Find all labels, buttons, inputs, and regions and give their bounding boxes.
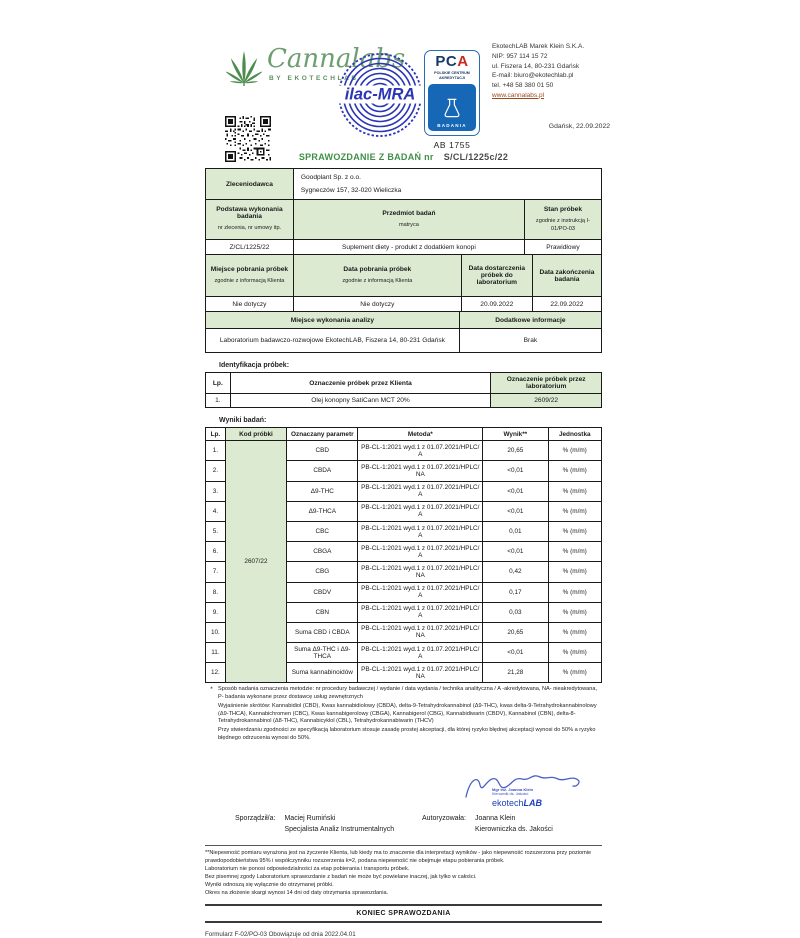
table-row xyxy=(206,328,601,352)
cell-unit: % (m/m) xyxy=(548,562,602,582)
end-date-header: Data zakończenia badania xyxy=(532,255,601,296)
form-reference: Formularz F-02/PO-03 Obowiązuje od dnia 2022.04.01 xyxy=(205,931,356,938)
footnote-method: Sposób nadania oznaczenia metodzie: nr procedury badawczej / wydanie / data wydania / technika analityczna / A -akredytowana, NA- nieakredytowana, P- badania wykonane przez dostawcę usług zewnętrznych xyxy=(218,686,598,701)
cell-param: CBDV xyxy=(287,582,358,602)
results-table xyxy=(205,427,602,683)
stamp-name-line: Mgr inż. Joanna Klein xyxy=(492,787,534,793)
cell-result: 20,65 xyxy=(483,622,548,642)
disclaimer-line: Okres na złożenie skargi wynosi 14 dni od daty otrzymania sprawozdania. xyxy=(205,890,389,897)
results-header-result: Wynik** xyxy=(483,428,548,441)
results-section-title: Wyniki badań: xyxy=(219,417,267,424)
subject-header: Przedmiot badań matryca xyxy=(293,200,524,239)
cell-unit: % (m/m) xyxy=(548,441,602,461)
prepared-name: Maciej Rumiński xyxy=(284,815,336,823)
report-body xyxy=(205,152,602,938)
table-row xyxy=(206,199,601,239)
stamp-lab-logo: ekotechLAB xyxy=(492,798,543,809)
sampling-place-value: Nie dotyczy xyxy=(232,300,267,308)
cell-lp: 11. xyxy=(206,643,226,663)
id-row-lab: 2609/22 xyxy=(490,394,601,407)
basis-header: Podstawa wykonania badania nr zlecenia, nr umowy itp. xyxy=(206,200,293,239)
cell-result: <0,01 xyxy=(483,643,548,663)
client-label: Zleceniodawca xyxy=(206,169,293,199)
contact-line: NIP: 957 114 15 72 xyxy=(492,52,548,60)
sampling-date-value: Nie dotyczy xyxy=(293,297,461,311)
cell-method: PB-CL-1:2021 wyd.1 z 01.07.2021/HPLC/ NA xyxy=(358,461,483,481)
client-name: Goodplant Sp. z o.o. xyxy=(300,174,362,181)
footnote-acceptance: Przy stwierdzaniu zgodności ze specyfikacją laboratorium stosuje zasadę prostej akceptacji, dla której ryzyko błędnej akceptacji wynosi do 50% a ryzyko błędnego odrzucenia wynosi do 50%. xyxy=(218,727,596,741)
delivery-date-header: Data dostarczenia próbek do laboratorium xyxy=(461,255,532,296)
cell-lp: 5. xyxy=(206,521,226,541)
extra-info-value: Brak xyxy=(459,329,601,352)
cell-unit: % (m/m) xyxy=(548,481,602,501)
cell-method: PB-CL-1:2021 wyd.1 z 01.07.2021/HPLC/ A xyxy=(358,602,483,622)
brand-tagline: BY EKOTECHLAB xyxy=(269,75,359,83)
cell-result: <0,01 xyxy=(483,481,548,501)
analysis-place-value: Laboratorium badawczo-rozwojowe EkotechLAB, Fiszera 14, 80-231 Gdańsk xyxy=(219,337,445,344)
table-row xyxy=(206,296,601,311)
delivery-date-value: 20.09.2022 xyxy=(461,297,532,311)
end-date-value: 22.09.2022 xyxy=(532,297,601,311)
cell-unit: % (m/m) xyxy=(548,602,602,622)
order-info-table xyxy=(205,168,602,353)
cell-unit: % (m/m) xyxy=(548,643,602,663)
id-row-client: Olej konopny SatiCann MCT 20% xyxy=(230,394,491,407)
cell-unit: % (m/m) xyxy=(548,663,602,683)
pca-badge xyxy=(428,84,476,131)
cell-unit: % (m/m) xyxy=(548,622,602,642)
pca-badge-label: BADANIA xyxy=(437,122,467,128)
cell-param: CBG xyxy=(287,562,358,582)
hemp-leaf-icon xyxy=(226,48,262,88)
cell-method: PB-CL-1:2021 wyd.1 z 01.07.2021/HPLC/ NA xyxy=(358,562,483,582)
extra-info-header: Dodatkowe informacje xyxy=(459,312,601,328)
sampling-date-header: Data pobrania próbek zgodnie z informacją Klienta xyxy=(293,255,461,296)
cell-lp: 12. xyxy=(206,663,226,683)
sample-code: 2607/22 xyxy=(225,441,286,683)
accreditation-number: AB 1755 xyxy=(433,139,471,150)
prepared-by-block xyxy=(235,815,394,833)
cell-param: Suma CBD i CBDA xyxy=(287,622,358,642)
cell-result: 0,03 xyxy=(483,602,548,622)
id-row-lp: 1. xyxy=(215,397,221,404)
cell-unit: % (m/m) xyxy=(548,542,602,562)
results-header-param: Oznaczany parametr xyxy=(287,428,358,441)
cell-lp: 4. xyxy=(206,501,226,521)
pca-letter-a: A xyxy=(457,53,469,70)
contact-line: ul. Fiszera 14, 80-231 Gdańsk xyxy=(492,62,580,70)
website-link[interactable]: www.cannalabs.pl xyxy=(492,91,545,99)
disclaimer-line: **Niepewność pomiaru wyrażona jest na życzenie Klienta, lub kiedy ma to znaczenie dla interpretacji wyników - jako niepewność rozszerzona przy poziomie prawdopodobieństwa 95% i współczynniku rozszerzenia k=2, podana niepewność nie obejmuje etapu pobierania próbek. xyxy=(205,850,592,865)
state-value: Prawidłowy xyxy=(524,240,601,254)
ilac-mra-seal-icon xyxy=(337,52,423,138)
id-header-lab: Oznaczenie próbek przez laboratorium xyxy=(490,373,601,393)
identification-section-title: Identyfikacja próbek: xyxy=(219,362,290,369)
cell-method: PB-CL-1:2021 wyd.1 z 01.07.2021/HPLC/ A xyxy=(358,521,483,541)
sampling-place-header: Miejsce pobrania próbek zgodnie z informacją Klienta xyxy=(206,255,293,296)
cell-param: CBDA xyxy=(287,461,358,481)
basis-value: Z/CL/1225/22 xyxy=(229,243,270,251)
table-row xyxy=(206,311,601,328)
analysis-place-header: Miejsce wykonania analizy xyxy=(206,312,459,328)
results-header-row xyxy=(206,428,602,441)
table-row xyxy=(206,393,601,407)
state-header: Stan próbek zgodnie z instrukcją I-01/PO-03 xyxy=(524,200,601,239)
lab-contact-block xyxy=(492,42,612,101)
stamp-role-line: Kierownik ds. Jakości xyxy=(492,792,529,797)
cell-lp: 7. xyxy=(206,562,226,582)
cell-param: CBGA xyxy=(287,542,358,562)
id-header-client: Oznaczenie próbek przez Klienta xyxy=(230,373,491,393)
client-address: Sygneczów 157, 32-020 Wieliczka xyxy=(300,187,402,194)
authorized-role: Kierowniczka ds. Jakości xyxy=(474,826,553,834)
pca-accreditation-mark xyxy=(424,50,480,150)
disclaimer-line: Wyniki odnoszą się wyłącznie do otrzymanej próbki. xyxy=(205,882,334,889)
disclaimer-line: Bez pisemnej zgody Laboratorium sprawozdanie z badań nie może być powielane inaczej, jak tylko w całości. xyxy=(205,874,477,881)
cell-method: PB-CL-1:2021 wyd.1 z 01.07.2021/HPLC/ A xyxy=(358,501,483,521)
cell-method: PB-CL-1:2021 wyd.1 z 01.07.2021/HPLC/ A xyxy=(358,481,483,501)
cell-param: Δ9-THCA xyxy=(287,501,358,521)
table-row xyxy=(206,254,601,296)
cell-method: PB-CL-1:2021 wyd.1 z 01.07.2021/HPLC/ A xyxy=(358,643,483,663)
cell-lp: 9. xyxy=(206,602,226,622)
cell-result: 0,01 xyxy=(483,521,548,541)
results-header-method: Metoda* xyxy=(358,428,483,441)
cell-method: PB-CL-1:2021 wyd.1 z 01.07.2021/HPLC/ NA xyxy=(358,622,483,642)
signatures-row xyxy=(235,767,588,833)
cell-param: CBC xyxy=(287,521,358,541)
cell-method: PB-CL-1:2021 wyd.1 z 01.07.2021/HPLC/ A xyxy=(358,582,483,602)
cell-method: PB-CL-1:2021 wyd.1 z 01.07.2021/HPLC/ NA xyxy=(358,663,483,683)
report-title xyxy=(205,152,602,162)
cell-unit: % (m/m) xyxy=(548,501,602,521)
footnote-abbreviations: Wyjaśnienie skrótów: Kannabidiol (CBD), Kwas kannabidiolowy (CBDA), delta-9-Tetrahydrokannabinol (Δ9-THC), kwas delta-9-Tetrahydrokannabinolowy (Δ9-THCA), Kannabichromen (CBC), Kwas kannabigerolowy (CBGA), Kannabigerol (CBG), Kannabidiwarin (CBDV), Kannabinol (CBN), delta-8-Tetrahydrokannabinol (Δ8-THC), Kannabicyklol (CBL), Tetrahydrokannabiwarin (THCV) xyxy=(218,702,597,725)
identification-table xyxy=(205,372,602,408)
results-header-unit: Jednostka xyxy=(548,428,602,441)
end-of-report-label: KONIEC SPRAWOZDANIA xyxy=(205,904,602,923)
cell-result: 21,28 xyxy=(483,663,548,683)
divider xyxy=(205,845,602,846)
cell-param: CBN xyxy=(287,602,358,622)
ilac-mra-label: ilac-MRA xyxy=(344,85,416,104)
id-header-lp: Lp. xyxy=(212,379,223,387)
table-row xyxy=(206,169,601,199)
table-row xyxy=(206,239,601,254)
table-row xyxy=(206,441,602,461)
results-header-lp: Lp. xyxy=(206,428,226,441)
cell-result: <0,01 xyxy=(483,542,548,562)
results-header-code: Kod próbki xyxy=(225,428,286,441)
footnote-marker: * xyxy=(210,686,213,694)
contact-line: tel. +48 58 380 01 50 xyxy=(492,82,554,89)
report-number: S/CL/1225c/22 xyxy=(443,152,509,162)
cell-lp: 8. xyxy=(206,582,226,602)
cell-method: PB-CL-1:2021 wyd.1 z 01.07.2021/HPLC/ A xyxy=(358,542,483,562)
contact-line: E-mail: biuro@ekotechlab.pl xyxy=(492,72,574,80)
cell-lp: 10. xyxy=(206,622,226,642)
disclaimer-block xyxy=(205,850,602,898)
cell-result: <0,01 xyxy=(483,461,548,481)
contact-line: EkotechLAB Marek Klein S.K.A. xyxy=(492,43,585,50)
cell-unit: % (m/m) xyxy=(548,582,602,602)
brand-name: Cannalabs xyxy=(267,44,406,74)
cell-param: Suma Δ9-THC i Δ9-THCA xyxy=(287,643,358,663)
pca-subtitle: POLSKIE CENTRUM AKREDYTACJI xyxy=(434,71,470,80)
authorized-name: Joanna Klein xyxy=(474,815,516,823)
report-title-label: SPRAWOZDANIE Z BADAŃ nr xyxy=(298,152,434,162)
cell-lp: 3. xyxy=(206,481,226,501)
method-footnotes xyxy=(205,686,602,743)
cell-result: 0,17 xyxy=(483,582,548,602)
cell-result: 20,65 xyxy=(483,441,548,461)
disclaimer-line: Laboratorium nie ponosi odpowiedzialności za etap pobierania i transportu próbek. xyxy=(205,866,410,873)
cell-param: Δ9-THC xyxy=(287,481,358,501)
cell-result: 0,42 xyxy=(483,562,548,582)
client-value xyxy=(293,169,601,199)
subject-value: Suplement diety - produkt z dodatkiem konopi xyxy=(293,240,524,254)
prepared-label: Sporządził/a: xyxy=(235,815,276,823)
authorized-by-block xyxy=(422,767,588,833)
cell-lp: 1. xyxy=(206,441,226,461)
cell-unit: % (m/m) xyxy=(548,461,602,481)
cell-param: Suma kannabinoidów xyxy=(287,663,358,683)
cell-lp: 2. xyxy=(206,461,226,481)
cell-param: CBD xyxy=(287,441,358,461)
cell-result: <0,01 xyxy=(483,501,548,521)
table-row xyxy=(206,373,601,393)
prepared-role: Specjalista Analiz Instrumentalnych xyxy=(284,826,395,834)
city-date: Gdańsk, 22.09.2022 xyxy=(548,123,610,130)
cell-method: PB-CL-1:2021 wyd.1 z 01.07.2021/HPLC/ A xyxy=(358,441,483,461)
authorized-label: Autoryzowała: xyxy=(422,815,466,823)
flask-icon xyxy=(441,95,463,121)
signature-stamp xyxy=(460,767,588,813)
cell-lp: 6. xyxy=(206,542,226,562)
pca-letters-pc: PC xyxy=(435,53,458,70)
cell-unit: % (m/m) xyxy=(548,521,602,541)
